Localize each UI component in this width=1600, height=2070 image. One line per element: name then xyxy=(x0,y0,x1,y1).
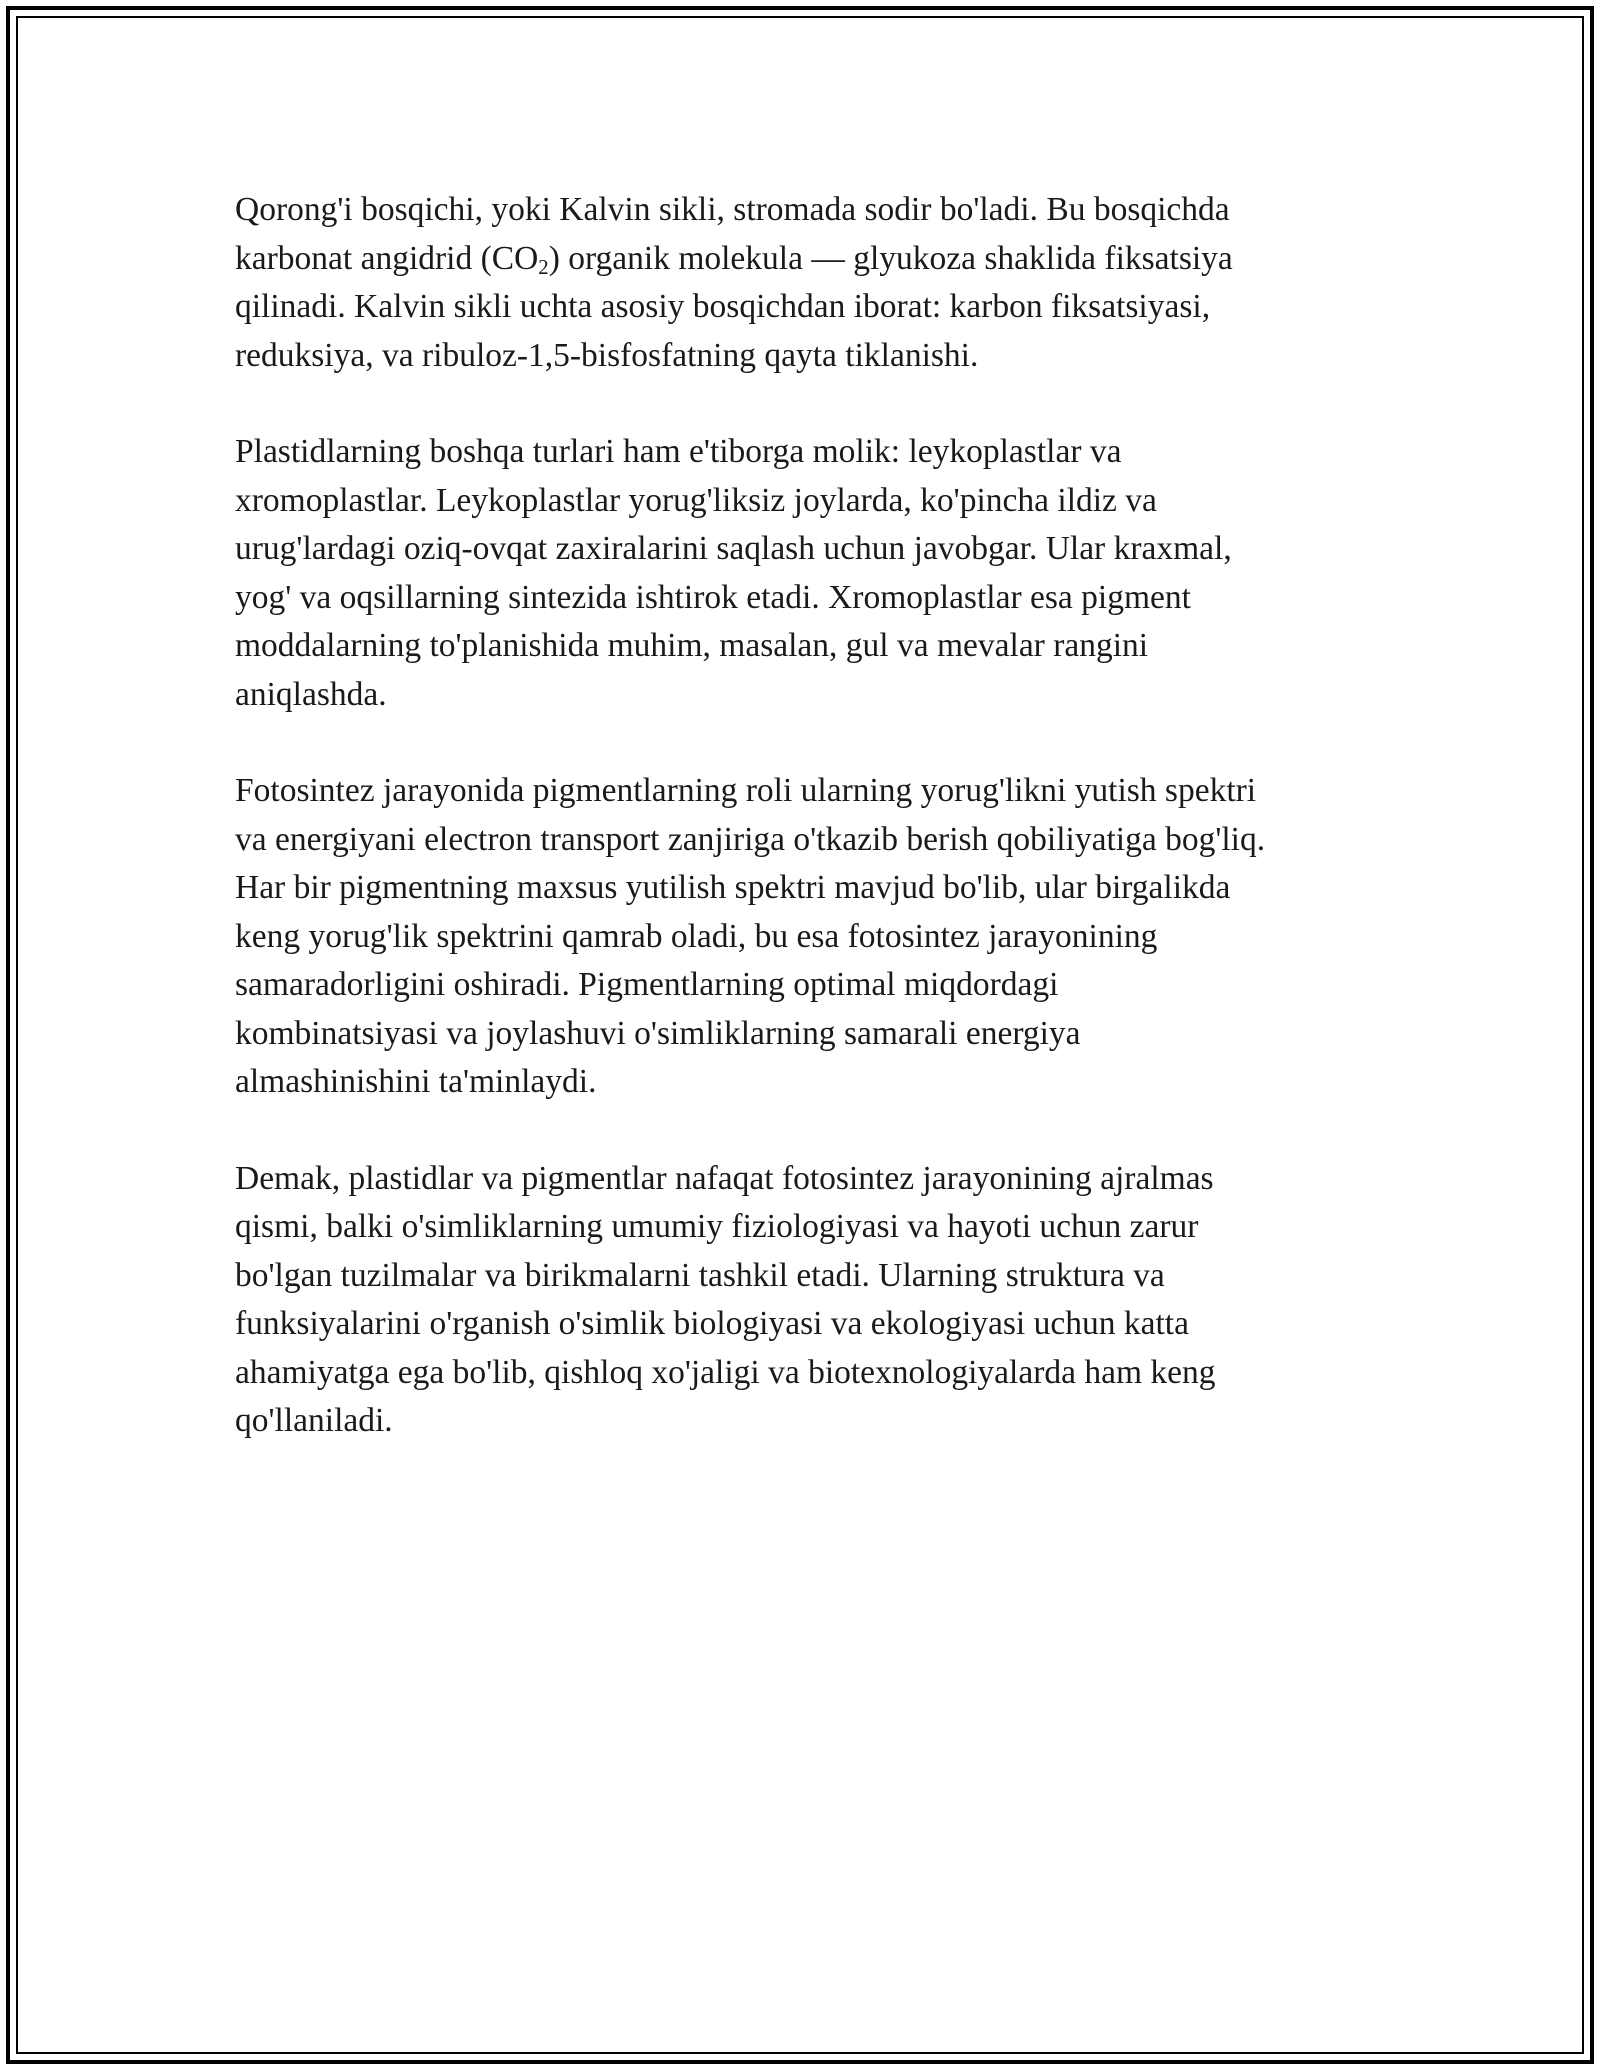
line: ) organik molekula — glyukoza shaklida fiksatsiya xyxy=(548,239,1233,277)
subscript: 2 xyxy=(538,255,549,279)
line: Qorong'i bosqichi, yoki Kalvin sikli, stromada sodir bo'ladi. Bu bosqichda xyxy=(235,191,1230,228)
line: Fotosintez jarayonida pigmentlarning roli ularning yorug'likni yutish spektri xyxy=(235,772,1257,809)
line: keng yorug'lik spektrini qamrab oladi, bu esa fotosintez jarayonining xyxy=(235,917,1158,955)
line: qilinadi. Kalvin sikli uchta asosiy bosqichdan iborat: karbon fiksatsiyasi, xyxy=(235,288,1211,325)
paragraph-plastids xyxy=(235,428,1385,719)
line: ahamiyatga ega bo'lib, qishloq xo'jaligi va biotexnologiyalarda ham keng xyxy=(235,1353,1216,1391)
line: Har bir pigmentning maxsus yutilish spektri mavjud bo'lib, ular birgalikda xyxy=(235,869,1231,906)
line: samaradorligini oshiradi. Pigmentlarning optimal miqdordagi xyxy=(235,966,1059,1003)
line: qismi, balki o'simliklarning umumiy fiziologiyasi va hayoti uchun zarur xyxy=(235,1208,1199,1245)
line: reduksiya, va ribuloz-1,5-bisfosfatning qayta tiklanishi. xyxy=(235,336,979,374)
line: bo'lgan tuzilmalar va birikmalarni tashkil etadi. Ularning struktura va xyxy=(235,1256,1165,1294)
line: qo'llaniladi. xyxy=(235,1402,393,1439)
document-body xyxy=(235,186,1385,1494)
line: yog' va oqsillarning sintezida ishtirok etadi. Xromoplastlar esa pigment xyxy=(235,578,1191,616)
paragraph-pigments xyxy=(235,767,1385,1107)
line: karbonat angidrid (CO xyxy=(235,239,539,277)
line: urug'lardagi oziq-ovqat zaxiralarini saqlash uchun javobgar. Ular kraxmal, xyxy=(235,530,1232,567)
paragraph-calvin-cycle xyxy=(235,186,1385,380)
line: Demak, plastidlar va pigmentlar nafaqat fotosintez jarayonining ajralmas xyxy=(235,1159,1214,1197)
line: xromoplastlar. Leykoplastlar yorug'liksiz joylarda, ko'pincha ildiz va xyxy=(235,481,1157,519)
line: funksiyalarini o'rganish o'simlik biologiyasi va ekologiyasi uchun katta xyxy=(235,1305,1189,1342)
line: aniqlashda. xyxy=(235,675,387,713)
line: Plastidlarning boshqa turlari ham e'tiborga molik: leykoplastlar va xyxy=(235,433,1122,470)
line: va energiyani electron transport zanjiriga o'tkazib berish qobiliyatiga bog'liq. xyxy=(235,820,1266,858)
line: kombinatsiyasi va joylashuvi o'simliklarning samarali energiya xyxy=(235,1014,1081,1052)
paragraph-conclusion xyxy=(235,1155,1385,1446)
line: almashinishini ta'minlaydi. xyxy=(235,1063,597,1100)
line: moddalarning to'planishida muhim, masalan, gul va mevalar rangini xyxy=(235,627,1149,664)
